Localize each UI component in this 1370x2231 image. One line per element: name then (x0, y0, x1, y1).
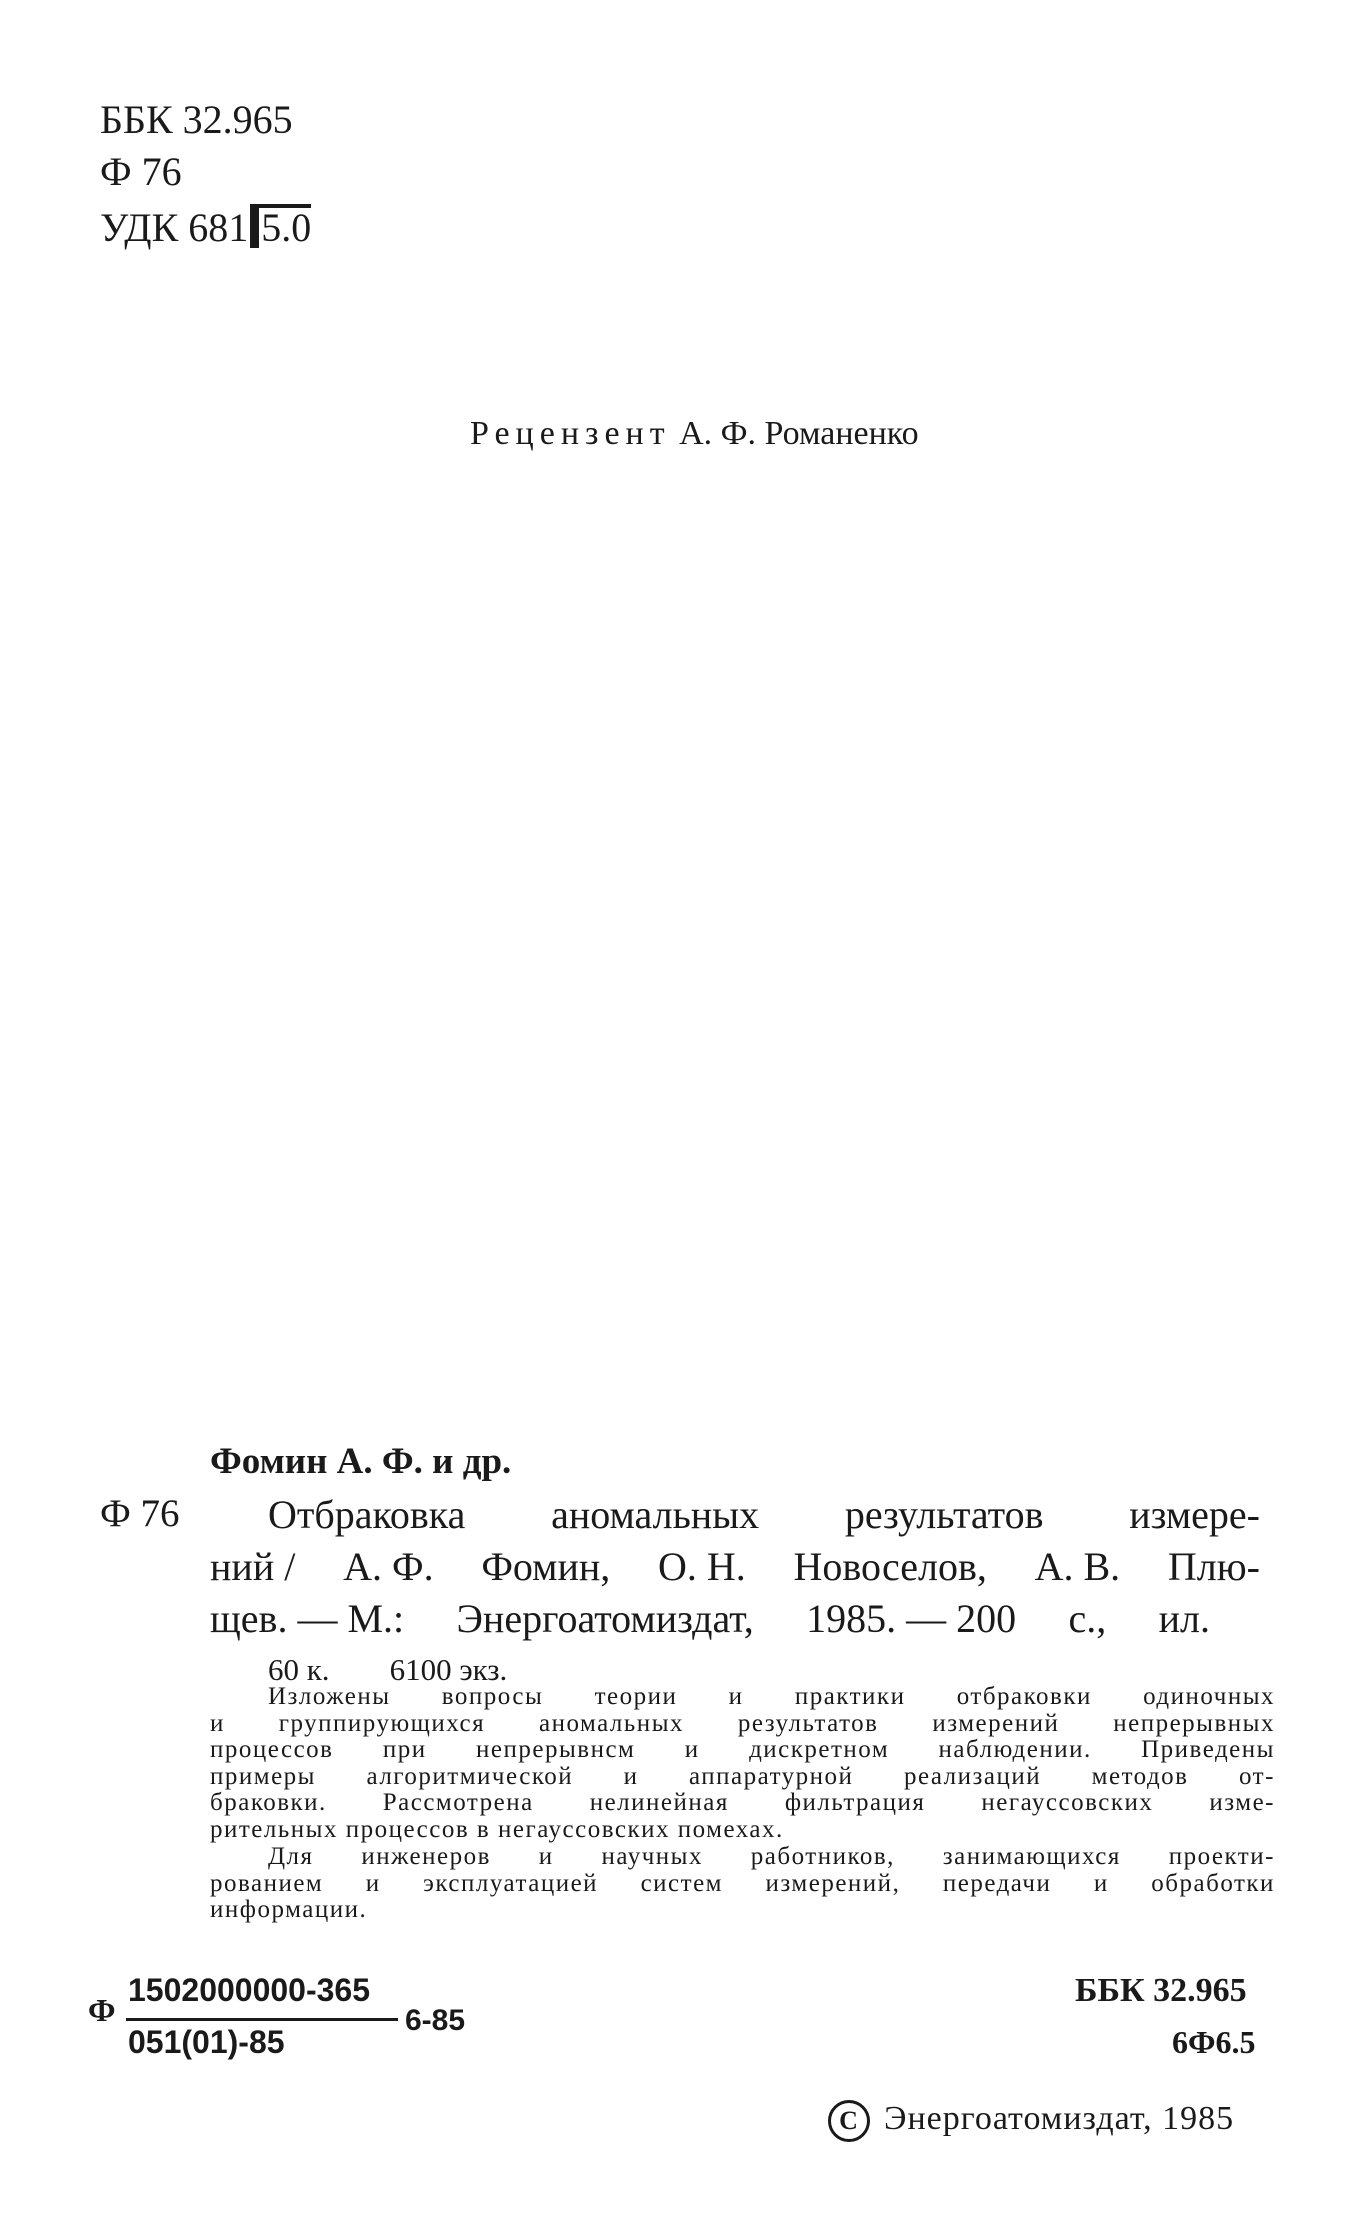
annotation-word: реализаций (903, 1762, 1042, 1790)
annotation-word: алгоритмической (366, 1762, 574, 1790)
copyright-line (828, 2100, 1234, 2142)
annotation-word: и (538, 1843, 554, 1870)
annotation-word: научных (601, 1843, 703, 1870)
reviewer-name: А. Ф. Романенко (679, 415, 919, 452)
footer-date-code: 6-85 (405, 2004, 466, 2037)
annotation-paragraph-2 (210, 1844, 1275, 1924)
annotation-word: занимающихся (942, 1843, 1121, 1870)
annotation-word: от- (1239, 1762, 1275, 1790)
annotation-word: работников, (750, 1843, 895, 1870)
annotation-line (210, 1817, 1275, 1844)
annotation-word: браковки. (210, 1789, 327, 1817)
annotation-word: измерений, (765, 1869, 901, 1897)
annotation-word: эксплуатацией (423, 1869, 599, 1897)
reviewer-label: Рецензент (470, 415, 671, 452)
annotation-word: Для (268, 1843, 314, 1870)
annotation-word: и (728, 1683, 744, 1710)
entry-line-1 (268, 1491, 1260, 1538)
footer-bbk: ББК 32.965 (1075, 1972, 1247, 2009)
annotation-line (210, 1684, 1275, 1711)
entry-word: 1985. — 200 (806, 1596, 1017, 1641)
annotation-line (210, 1737, 1275, 1764)
entry-word: щев. — М.: (210, 1596, 405, 1641)
entry-word: результатов (844, 1492, 1044, 1537)
annotation-word: теории (594, 1683, 678, 1710)
annotation-text: информации. (210, 1896, 368, 1924)
fraction-line (126, 2018, 398, 2021)
annotation-word: непрерывных (1113, 1709, 1275, 1737)
entry-line-2 (210, 1543, 1260, 1590)
annotation-word: фильтрация (784, 1789, 926, 1817)
author-heading: Фомин А. Ф. и др. (210, 1441, 512, 1482)
annotation-word: Изложены (268, 1683, 391, 1710)
price: 60 к. (268, 1652, 330, 1687)
annotation-word: изме- (1209, 1789, 1275, 1817)
annotation-line (210, 1871, 1275, 1898)
annotation-word: группирующихся (278, 1709, 486, 1737)
copyright-text: Энергоатомиздат, 1985 (884, 2100, 1235, 2137)
annotation-word: аппаратурной (689, 1762, 854, 1790)
annotation-word: результатов (737, 1709, 879, 1737)
annotation-line (210, 1844, 1275, 1871)
entry-word: Новоселов, (793, 1544, 987, 1589)
annotation-line (210, 1790, 1275, 1817)
annotation-word: передачи (942, 1869, 1052, 1897)
annotation-word: наблюдении. (938, 1736, 1092, 1764)
copies: 6100 экз. (389, 1652, 508, 1687)
annotation-word: негауссовских (981, 1789, 1154, 1817)
annotation-word: и (1093, 1869, 1109, 1897)
entry-word: с., (1068, 1596, 1107, 1641)
annotation-paragraph-1 (210, 1684, 1275, 1844)
annotation-word: практики (794, 1683, 906, 1710)
footer-denominator: 051(01)-85 (128, 2024, 285, 2060)
entry-word: Отбраковка (268, 1492, 466, 1537)
annotation-word: вопросы (441, 1683, 544, 1710)
footer-phi: Ф (88, 1992, 116, 2028)
entry-word: Фомин, (481, 1544, 611, 1589)
annotation-word: Рассмотрена (382, 1789, 534, 1817)
entry-word: Энергоатомиздат, (456, 1596, 754, 1641)
annotation-word: при (382, 1736, 427, 1764)
entry-word: аномальных (551, 1492, 760, 1537)
annotation-text: рительных процессов в негауссовских помехах. (210, 1815, 784, 1843)
footer-numerator: 1502000000-365 (128, 1972, 371, 2008)
entry-code: Ф 76 (100, 1492, 180, 1535)
entry-line-3 (210, 1595, 1210, 1642)
annotation-word: непрерывнсм (476, 1736, 636, 1764)
annotation-line (210, 1711, 1275, 1738)
annotation-word: отбраковки (956, 1683, 1092, 1710)
entry-word: А. В. (1034, 1544, 1121, 1589)
annotation-word: и (623, 1762, 639, 1790)
copyright-icon: C (828, 2100, 870, 2142)
annotation-word: систем (640, 1869, 723, 1897)
annotation-word: дискретном (749, 1736, 890, 1764)
entry-word: ил. (1158, 1596, 1210, 1641)
annotation-word: и (210, 1709, 225, 1737)
entry-word: А. Ф. (343, 1544, 434, 1589)
annotation-word: примеры (210, 1762, 316, 1790)
annotation-word: обработки (1151, 1869, 1275, 1897)
entry-word: измере- (1129, 1492, 1260, 1537)
index-code: Ф 76 (100, 149, 182, 194)
entry-word: О. Н. (658, 1544, 746, 1589)
annotation-word: нелинейная (589, 1789, 729, 1817)
annotation-line (210, 1897, 1275, 1924)
udk-code (100, 204, 311, 248)
footer-bbk-sub: 6Ф6.5 (1172, 2024, 1256, 2060)
annotation-word: и (365, 1869, 381, 1897)
annotation-word: рованием (210, 1869, 324, 1897)
annotation-word: одиночных (1143, 1683, 1275, 1710)
reviewer-line (470, 415, 919, 453)
entry-word: ний / (210, 1544, 296, 1589)
annotation-word: аномальных (538, 1709, 684, 1737)
bbk-code: ББК 32.965 (100, 97, 293, 142)
annotation-word: измерений (932, 1709, 1060, 1737)
entry-word: Плю- (1167, 1544, 1260, 1589)
annotation-word: методов (1091, 1762, 1189, 1790)
annotation-word: процессов (210, 1736, 334, 1764)
udk-prefix: УДК 681 (100, 205, 249, 250)
udk-suffix: 5.0 (250, 204, 311, 248)
annotation-word: Приведены (1141, 1736, 1275, 1764)
annotation-word: инженеров (361, 1843, 491, 1870)
annotation-word: проекти- (1168, 1843, 1275, 1870)
annotation-line (210, 1764, 1275, 1791)
annotation-word: и (684, 1736, 700, 1764)
